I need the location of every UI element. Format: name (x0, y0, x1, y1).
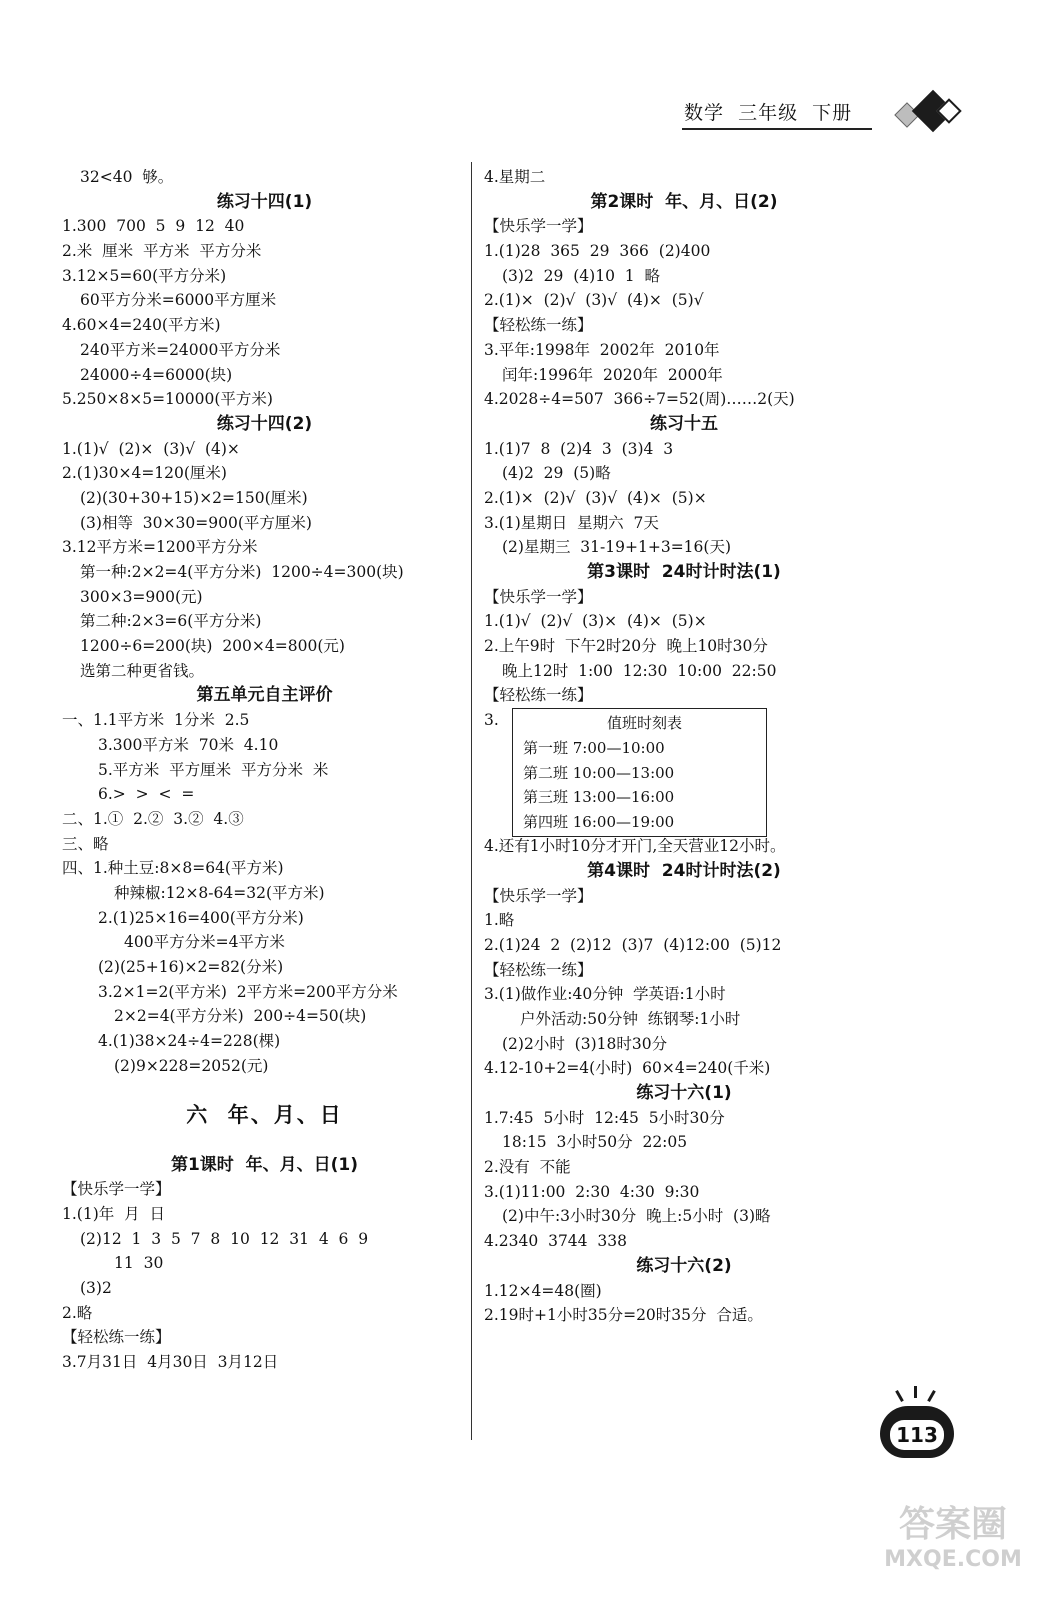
answer-line: 【快乐学一学】 (484, 587, 593, 606)
answer-line: (3)相等 30×30=900(平方厘米) (80, 513, 312, 532)
answer-line: 5.250×8×5=10000(平方米) (62, 390, 273, 409)
duty-schedule-table (512, 708, 767, 837)
answer-line: 2.(1)25×16=400(平方分米) (98, 908, 304, 927)
book-header: 数学 三年级 下册 (684, 102, 853, 124)
answer-line: 一、1.1平方米 1分米 2.5 (62, 711, 250, 730)
schedule-row (484, 708, 884, 834)
right-column-bottom (484, 834, 884, 1328)
watermark-bottom: MXQE.COM (884, 1547, 1022, 1572)
answer-line: 【快乐学一学】 (484, 217, 593, 236)
answer-line: 4.2028÷4=507 366÷7=52(周)……2(天) (484, 390, 795, 409)
schedule-row-item: 第三班 13:00—16:00 (523, 788, 675, 807)
answer-line: 3.12×5=60(平方分米) (62, 266, 227, 285)
answer-line: 6.> > < = (98, 785, 195, 804)
answer-line: 2.没有 不能 (484, 1158, 571, 1177)
answer-line: 32<40 够。 (80, 168, 174, 186)
answer-line: 【快乐学一学】 (484, 886, 593, 905)
header-rule (682, 128, 872, 130)
answer-line: 1.(1)7 8 (2)4 3 (3)4 3 (484, 439, 674, 458)
answer-line: 【轻松练一练】 (484, 686, 593, 705)
answer-line: 3.(1)做作业:40分钟 学英语:1小时 (484, 985, 726, 1004)
answer-line: (2)(30+30+15)×2=150(厘米) (80, 488, 308, 507)
answer-line: 3.(1)星期日 星期六 7天 (484, 513, 659, 532)
left-column (62, 165, 467, 1375)
schedule-title: 值班时刻表 (606, 714, 682, 733)
answer-line: 3.2×1=2(平方米) 2平方米=200平方分米 (98, 982, 398, 1001)
answer-line: 4.还有1小时10分才开门,全天营业12小时。 (484, 837, 786, 856)
right-column (484, 165, 884, 1328)
answer-line: 闰年:1996年 2020年 2000年 (502, 365, 723, 384)
badge-ray-icon (895, 1390, 904, 1402)
section-heading: 练习十四(2) (216, 413, 313, 434)
page-number: 113 (890, 1420, 944, 1450)
section-heading: 第1课时 年、月、日(1) (170, 1154, 359, 1175)
section-heading: 练习十六(1) (636, 1083, 732, 1103)
answer-line: (2)星期三 31-19+1+3=16(天) (502, 538, 731, 557)
right-column-top (484, 165, 884, 708)
answer-line: 1200÷6=200(块) 200×4=800(元) (80, 637, 345, 656)
answer-line: 240平方米=24000平方分米 (80, 340, 281, 359)
answer-line: 【快乐学一学】 (62, 1180, 171, 1199)
answer-line: 300×3=900(元) (80, 587, 203, 606)
answer-line: 4.12-10+2=4(小时) 60×4=240(千米) (484, 1059, 771, 1078)
answer-line: 3.12平方米=1200平方分米 (62, 538, 258, 557)
watermark-top: 答案圈 (898, 1504, 1008, 1545)
answer-line: 2.(1)× (2)√ (3)√ (4)× (5)× (484, 488, 707, 507)
answer-line: 11 30 (114, 1254, 164, 1273)
answer-line: 2.上午9时 下午2时20分 晚上10时30分 (484, 637, 768, 656)
page-number-badge (880, 1398, 954, 1458)
answer-line: 1.(1)√ (2)√ (3)× (4)× (5)× (484, 612, 707, 631)
answer-line: 【轻松练一练】 (62, 1328, 171, 1347)
section-heading: 第4课时 24时计时法(2) (587, 860, 781, 881)
answer-line: 4.2340 3744 338 (484, 1232, 627, 1251)
answer-line: 400平方分米=4平方米 (124, 933, 285, 952)
schedule-row-item: 第二班 10:00—13:00 (523, 763, 675, 782)
section-heading: 六 年、月、日 (186, 1103, 343, 1128)
answer-line: 2.米 厘米 平方米 平方分米 (62, 242, 262, 261)
answer-line: 【轻松练一练】 (484, 960, 593, 979)
answer-line: (2)中午:3小时30分 晚上:5小时 (3)略 (502, 1207, 771, 1226)
spacer (62, 1078, 467, 1103)
answer-line: 种辣椒:12×8-64=32(平方米) (114, 883, 325, 902)
watermark-logo (878, 1490, 1028, 1576)
answer-line: 3.7月31日 4月30日 3月12日 (62, 1353, 279, 1371)
answer-line: 1.(1)年 月 日 (62, 1204, 165, 1223)
answer-line: (4)2 29 (5)略 (502, 464, 611, 483)
answer-line: 第二种:2×3=6(平方分米) (80, 612, 262, 631)
answer-line: 二、1.① 2.② 3.② 4.③ (62, 809, 244, 828)
answer-line: 户外活动:50分钟 练钢琴:1小时 (520, 1009, 741, 1028)
answer-line: 选第二种更省钱。 (80, 661, 205, 680)
answer-line: (3)2 29 (4)10 1 略 (502, 266, 660, 285)
answer-line: 2.(1)24 2 (2)12 (3)7 (4)12:00 (5)12 (484, 935, 782, 954)
answer-line: (3)2 (80, 1278, 112, 1297)
answer-line: 【轻松练一练】 (484, 316, 593, 335)
answer-line: 3.(1)11:00 2:30 4:30 9:30 (484, 1182, 700, 1201)
badge-ray-icon (914, 1386, 917, 1398)
answer-line: 4.60×4=240(平方米) (62, 316, 221, 335)
answer-line: 1.7:45 5小时 12:45 5小时30分 (484, 1108, 725, 1127)
schedule-row-item: 第四班 16:00—19:00 (523, 812, 675, 831)
answer-line: 3.平年:1998年 2002年 2010年 (484, 340, 720, 359)
section-heading: 练习十六(2) (636, 1255, 732, 1276)
answer-line: 1.(1)√ (2)× (3)√ (4)× (62, 439, 240, 458)
answer-line: 1.12×4=48(圈) (484, 1281, 602, 1300)
answer-line: 2.19时+1小时35分=20时35分 合适。 (484, 1306, 763, 1325)
answer-line: 4.(1)38×24÷4=228(棵) (98, 1032, 281, 1051)
answer-line: (2)2小时 (3)18时30分 (502, 1034, 668, 1053)
schedule-number: 3. (484, 711, 499, 730)
answer-line: 5.平方米 平方厘米 平方分米 米 (98, 760, 329, 779)
answer-line: (2)(25+16)×2=82(分米) (98, 958, 284, 976)
answer-line: 2.(1)30×4=120(厘米) (62, 464, 227, 483)
answer-line: 2.(1)× (2)√ (3)√ (4)× (5)√ (484, 291, 704, 310)
schedule-row-item: 第一班 7:00—10:00 (523, 739, 665, 758)
section-heading: 第五单元自主评价 (196, 685, 333, 706)
answer-line: 三、略 (62, 834, 109, 853)
answer-line: 四、1.种土豆:8×8=64(平方米) (62, 859, 284, 878)
answer-line: 18:15 3小时50分 22:05 (502, 1133, 688, 1152)
section-heading: 第2课时 年、月、日(2) (590, 191, 778, 212)
answer-line: 1.(1)28 365 29 366 (2)400 (484, 242, 711, 261)
badge-body (880, 1406, 954, 1458)
answer-line: (2)9×228=2052(元) (114, 1056, 269, 1075)
answer-line: 3.300平方米 70米 4.10 (98, 735, 279, 754)
section-heading: 第3课时 24时计时法(1) (587, 562, 781, 582)
answer-line: 2.略 (62, 1303, 93, 1322)
badge-ray-icon (927, 1390, 936, 1402)
column-divider (471, 162, 472, 1440)
section-heading: 练习十五 (650, 413, 718, 434)
answer-line: 60平方分米=6000平方厘米 (80, 291, 277, 310)
answer-line: 24000÷4=6000(块) (80, 365, 233, 384)
answer-line: 2×2=4(平方分米) 200÷4=50(块) (114, 1007, 367, 1026)
spacer (62, 1128, 467, 1153)
answer-line: 晚上12时 1:00 12:30 10:00 22:50 (502, 661, 777, 680)
answer-line: (2)12 1 3 5 7 8 10 12 31 4 6 9 (80, 1229, 369, 1248)
answer-line: 第一种:2×2=4(平方分米) 1200÷4=300(块) (80, 563, 404, 581)
answer-line: 1.300 700 5 9 12 40 (62, 217, 245, 236)
section-heading: 练习十四(1) (216, 191, 313, 212)
answer-line: 1.略 (484, 911, 515, 930)
answer-line: 4.星期二 (484, 168, 546, 186)
